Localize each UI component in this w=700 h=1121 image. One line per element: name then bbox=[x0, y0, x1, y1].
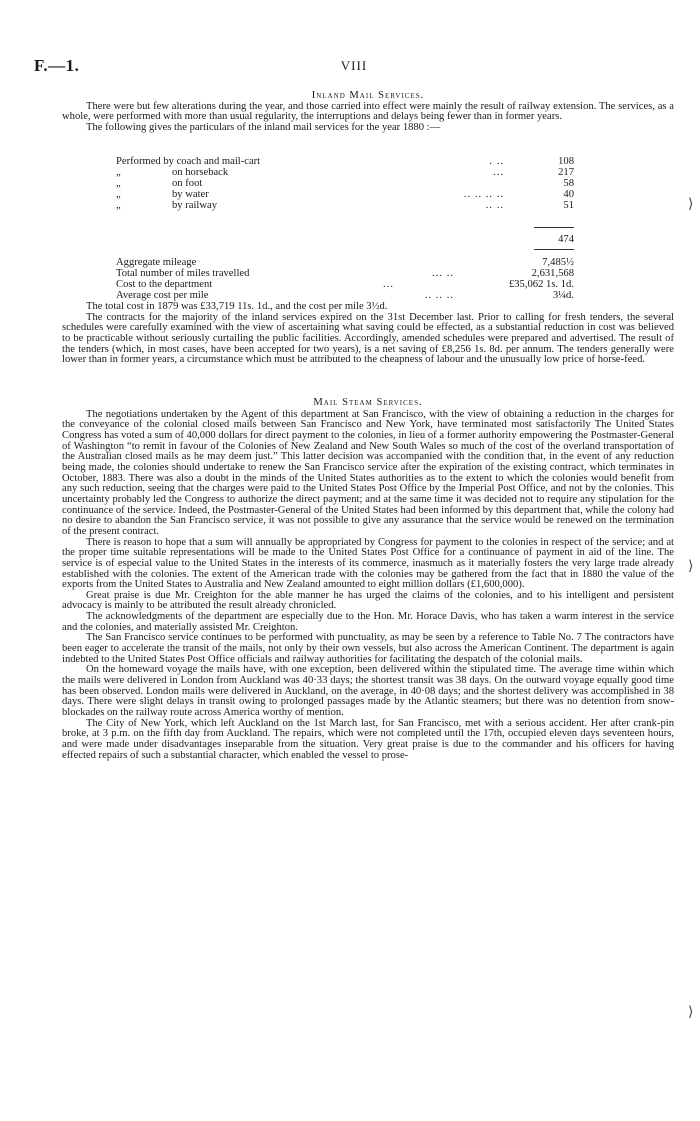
steam-paragraph-1: The negotiations undertaken by the Agent of this department at San Francisco, with the view of obtaining a reduction in the charges for the conveyance of the colonial closed mails between San Francisco and New York, have terminated most satisfactorily The United States Congress has voted a sum of 40,000 dollars for direct payment to the colonies, in lieu of a former authority empowering the Postmaster-General of Washington “to remit in favour of the Colonies of New Zealand and New South Wales so much of the cost of the overland transportation of the Australian closed mails as he may deem just.” This latter decision was accompanied with the condition that, in the event of any reduction being made, the colonies should undertake to renew the San Francisco service after the expiration of the existing contract, which terminates in October, 1883. There was also a doubt in the minds of the United States authorities as to the extent to which the colonies would benefit from any such reduction, seeing that the charges were paid to the United States Post Office by the Imperial Post Office, and not by the colonies. This uncertainty probably led the Congress to authorize the direct payment; and at the same time it was decided not to require any stipulation for the continuance of the service. Indeed, the Postmaster-General of the United States had been informed by this department that, while the colony had no desire to abandon the San Francisco service, it was not possible to give any assurance that the service would be renewed on the termination of the present contract. bbox=[62, 408, 674, 537]
statistics-row: Total number of miles travelled ... .. 2,631,568 bbox=[116, 268, 574, 280]
statistics-value: 3¼d. bbox=[552, 290, 574, 302]
statistics-value: 2,631,568 bbox=[531, 268, 574, 280]
services-row-label: on horseback bbox=[172, 167, 229, 179]
report-code: F.—1. bbox=[34, 56, 80, 75]
margin-mark: ⟩ bbox=[688, 197, 694, 212]
statistics-label: Average cost per mile bbox=[116, 290, 209, 302]
services-row-value: 108 bbox=[558, 156, 574, 167]
services-total: 474 bbox=[558, 234, 574, 245]
services-row: „ on foot 58 bbox=[116, 178, 574, 190]
services-table bbox=[116, 156, 574, 245]
inland-paragraph-4: The contracts for the majority of the inland services expired on the 31st December last. Prior to calling for fresh tenders, the several schedules were carefully examined with the view of ascertaining what saving could be effected, as a substantial reduction in cost was believed to be practicable without seriously curtailing the public facilities. Accordingly, amended schedules were prepared and advertised. The result of the tenders (which, in most cases, have been accepted for two years), is a net saving of £8,256 1s. 8d. per annum. The tenders generally were lower than in former years, a circumstance which must be attributed to the cheapness of labour and the unusually low price of horse-feed. bbox=[62, 311, 674, 366]
statistics-row bbox=[116, 257, 574, 268]
services-row-value: 51 bbox=[563, 200, 574, 212]
margin-mark: ⟩ bbox=[688, 559, 694, 574]
page-number: VIII bbox=[340, 58, 368, 73]
steam-paragraph-3: Great praise is due Mr. Creighton for the able manner he has urged the claims of the colonies, and to his intelligent and persistent advocacy is mainly to be attributed the result already chronicled. bbox=[62, 589, 674, 612]
steam-paragraph-4: The acknowledgments of the department are especially due to the Hon. Mr. Horace Davis, who has taken a warm interest in the service and the colonies, and materially assisted Mr. Creighton. bbox=[62, 611, 674, 633]
services-row-label: by railway bbox=[172, 200, 218, 212]
statistics-label: Cost to the department bbox=[116, 279, 213, 291]
services-total-row bbox=[116, 234, 574, 245]
statistics-row: Cost to the department ... £35,062 1s. 1d. bbox=[116, 279, 574, 291]
services-row-value: 58 bbox=[563, 178, 574, 190]
total-rule bbox=[116, 245, 574, 257]
services-row-value: 40 bbox=[563, 189, 574, 201]
inland-paragraph-3: The total cost in 1879 was £33,719 11s. 1d., and the cost per mile 3½d. bbox=[86, 301, 388, 312]
services-row-label: on foot bbox=[172, 178, 203, 190]
statistics-value: 7,485½ bbox=[542, 257, 574, 268]
statistics-label: Total number of miles travelled bbox=[116, 268, 250, 280]
page-header bbox=[34, 56, 674, 76]
margin-mark: ⟩ bbox=[688, 1005, 694, 1020]
inland-section bbox=[62, 91, 674, 134]
services-row: Performed by coach and mail-cart . .. 108 bbox=[116, 156, 574, 167]
steam-paragraph-6: On the homeward voyage the mails have, with one exception, been delivered within the stipulated time. The average time within which the mails were delivered in London from Auckland was 40·33 days; the shortest transit was 38 days. On the outward voyage equally good time has been observed. London mails were delivered in Auckland, on the average, in 40·08 days; and the shortest delivery was accomplished in 38 days. There were slight delays in transit owing to prolonged passages made by the Atlantic steamers; but there was no detention from snow-blockades on the railway route across America worthy of mention. bbox=[62, 664, 674, 719]
steam-paragraph-5: The San Francisco service continues to be performed with punctuality, as may be seen by a reference to Table No. 7 The contractors have been eager to accelerate the transit of the mails, not only by their own vessels, but also across the American Continent. The department is again indebted to the United States Post Office officials and railway authorities for facilitating the despatch of the colonial mails. bbox=[62, 632, 674, 665]
inland-paragraph-1: There were but few alterations during the year, and those carried into effect were mainly the result of railway extension. The services, as a whole, were performed with more than usual regularity, the interruptions and delays being fewer than in former years. bbox=[62, 100, 674, 123]
inland-section-title: Inland Mail Services. bbox=[311, 90, 425, 101]
services-row: „ by water .. .. .. .. 40 bbox=[116, 189, 574, 201]
steam-paragraph-7: The City of New York, which left Auckland on the 1st March last, for San Francisco, met with a serious accident. Her after crank-pin broke, at 3 p.m. on the fifth day from Auckland. The repairs, which were not completed until the 17th, occupied eleven days seventeen hours, and were made under disadvantages inseparable from the situation. Very great praise is due to the commander and his officers for having effected repairs of such a substantial character, which enabled the vessel to prose- bbox=[62, 717, 674, 761]
statistics-table bbox=[116, 257, 574, 301]
services-row-label: by water bbox=[172, 189, 209, 201]
services-row: „ by railway .. .. 51 bbox=[116, 200, 574, 212]
steam-paragraph-2: There is reason to hope that a sum will annually be appropriated by Congress for payment to the colonies in respect of the service; and at the proper time suitable representations will be made to the United States Post Office for a continuance of payment in aid of the line. The service is of especial value to the United States in the interests of its commerce, inasmuch as it materially fosters the very large trade already established with the colonies. The extent of the American trade with the colonies may be gathered from the fact that in 1880 the value of the exports from the United States to Australia and New Zealand amounted to eight million dollars (£1,600,000). bbox=[62, 536, 674, 591]
inland-section-continued bbox=[62, 302, 674, 366]
services-row-label: Performed by coach and mail-cart bbox=[116, 156, 261, 167]
statistics-row: Average cost per mile .. .. .. 3¼d. bbox=[116, 290, 574, 302]
sum-rule bbox=[116, 222, 574, 234]
statistics-value: £35,062 1s. 1d. bbox=[508, 279, 574, 291]
inland-paragraph-2: The following gives the particulars of the inland mail services for the year 1880 :— bbox=[86, 121, 441, 133]
steam-section bbox=[62, 398, 674, 761]
steam-section-title: Mail Steam Services. bbox=[313, 397, 423, 408]
statistics-label: Aggregate mileage bbox=[116, 257, 197, 268]
services-row-value: 217 bbox=[558, 167, 574, 179]
services-row: „ on horseback ... 217 bbox=[116, 167, 574, 179]
